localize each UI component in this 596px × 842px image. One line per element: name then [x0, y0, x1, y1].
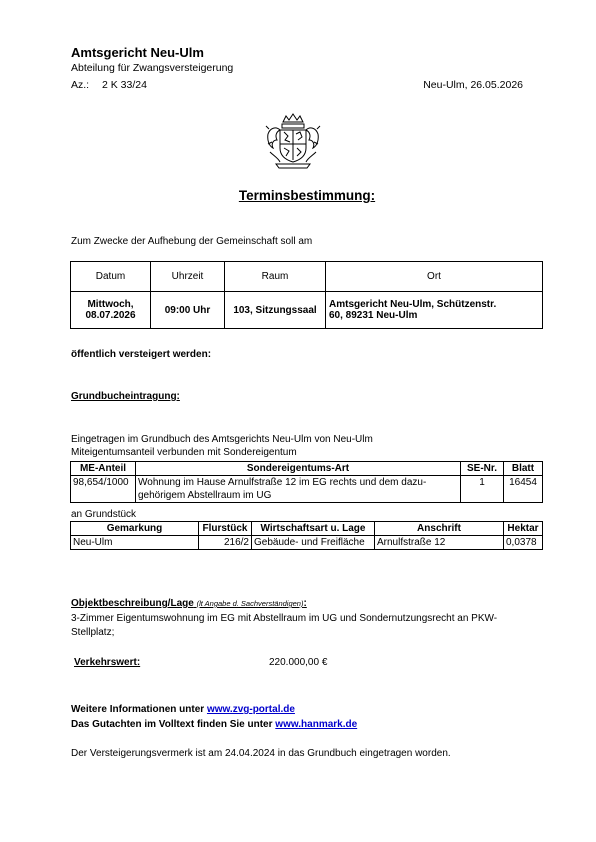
share-value: 98,654/1000: [71, 476, 136, 503]
header-plot-number: Flurstück: [199, 522, 252, 536]
land-register-line1: Eingetragen im Grundbuch des Amtsgerichts Neu-Ulm von Neu-Ulm: [71, 434, 373, 445]
table-header-row: [71, 522, 543, 536]
plot-table: [70, 521, 543, 550]
header-se-nr: SE-Nr.: [461, 462, 504, 476]
table-header-row: [71, 262, 543, 292]
appointment-time: 09:00 Uhr: [151, 292, 225, 329]
header-time: Uhrzeit: [151, 262, 225, 292]
file-number-label: Az.:: [71, 79, 90, 91]
table-row: [71, 476, 543, 503]
intro-text: Zum Zwecke der Aufhebung der Gemeinschaft soll am: [71, 236, 313, 247]
info-line: [71, 704, 295, 715]
land-register-heading: Grundbucheintragung:: [71, 391, 180, 402]
appointment-date: [71, 292, 151, 329]
registration-note: Der Versteigerungsvermerk ist am 24.04.2024 in das Grundbuch eingetragen worden.: [71, 748, 451, 759]
object-heading-note: (lt Angabe d. Sachverständigen): [196, 599, 304, 608]
district-value: Neu-Ulm: [71, 536, 199, 550]
market-value: 220.000,00 €: [269, 657, 328, 668]
use-type-value: Gebäude- und Freifläche: [252, 536, 375, 550]
file-number: 2 K 33/24: [102, 79, 147, 91]
object-heading-colon: :: [303, 598, 307, 609]
document-title: Terminsbestimmung:: [238, 188, 376, 203]
condominium-type: [136, 476, 461, 503]
zvg-portal-link[interactable]: www.zvg-portal.de: [206, 704, 295, 715]
object-heading: [71, 598, 307, 609]
table-row: [71, 536, 543, 550]
object-description: 3-Zimmer Eigentumswohnung im EG mit Abstellraum im UG und Sondernutzungsrecht an PKW-Stellplatz;: [71, 613, 498, 638]
info-line-text: Weitere Informationen unter: [71, 704, 207, 715]
appointment-place: [326, 292, 543, 329]
header-share: ME-Anteil: [71, 462, 136, 476]
market-value-label: Verkehrswert:: [74, 657, 141, 668]
court-name: Amtsgericht Neu-Ulm: [71, 45, 204, 60]
table-row: [71, 292, 543, 329]
se-nr-value: 1: [461, 476, 504, 503]
header-place: Ort: [326, 262, 543, 292]
header-type: Sondereigentums-Art: [136, 462, 461, 476]
condominium-table: [70, 461, 543, 503]
sheet-value: 16454: [504, 476, 543, 503]
condominium-type-line1: Wohnung im Hause Arnulfstraße 12 im EG rechts und dem dazu-: [138, 477, 427, 488]
appointment-place-line2: 60, 89231 Neu-Ulm: [329, 310, 418, 321]
appointment-place-line1: Amtsgericht Neu-Ulm, Schützenstr.: [329, 299, 497, 310]
header-room: Raum: [225, 262, 326, 292]
auction-statement: öffentlich versteigert werden:: [71, 349, 212, 360]
header-use-type: Wirtschaftsart u. Lage: [252, 522, 375, 536]
land-register-line2: Miteigentumsanteil verbunden mit Sondereigentum: [71, 447, 297, 458]
hanmark-link[interactable]: www.hanmark.de: [275, 719, 358, 730]
condominium-type-line2: gehörigem Abstellraum im UG: [138, 490, 272, 501]
expert-report-line: [71, 719, 357, 730]
appointment-table: [70, 261, 543, 329]
object-heading-text: Objektbeschreibung/Lage: [71, 598, 194, 609]
plot-number-value: 216/2: [199, 536, 252, 550]
header-address: Anschrift: [375, 522, 504, 536]
department: Abteilung für Zwangsversteigerung: [71, 62, 234, 74]
hectare-value: 0,0378: [504, 536, 543, 550]
header-date: Datum: [71, 262, 151, 292]
bavarian-coat-of-arms-icon: [262, 112, 324, 172]
appointment-room: 103, Sitzungssaal: [225, 292, 326, 329]
place-date: Neu-Ulm, 26.05.2026: [423, 79, 523, 91]
plot-label: an Grundstück: [71, 509, 137, 520]
appointment-date-value: 08.07.2026: [85, 310, 136, 321]
appointment-weekday: Mittwoch,: [87, 299, 134, 310]
expert-report-text: Das Gutachten im Volltext finden Sie unter: [71, 719, 276, 730]
address-value: Arnulfstraße 12: [375, 536, 504, 550]
table-header-row: [71, 462, 543, 476]
header-hectare: Hektar: [504, 522, 543, 536]
header-sheet: Blatt: [504, 462, 543, 476]
header-district: Gemarkung: [71, 522, 199, 536]
